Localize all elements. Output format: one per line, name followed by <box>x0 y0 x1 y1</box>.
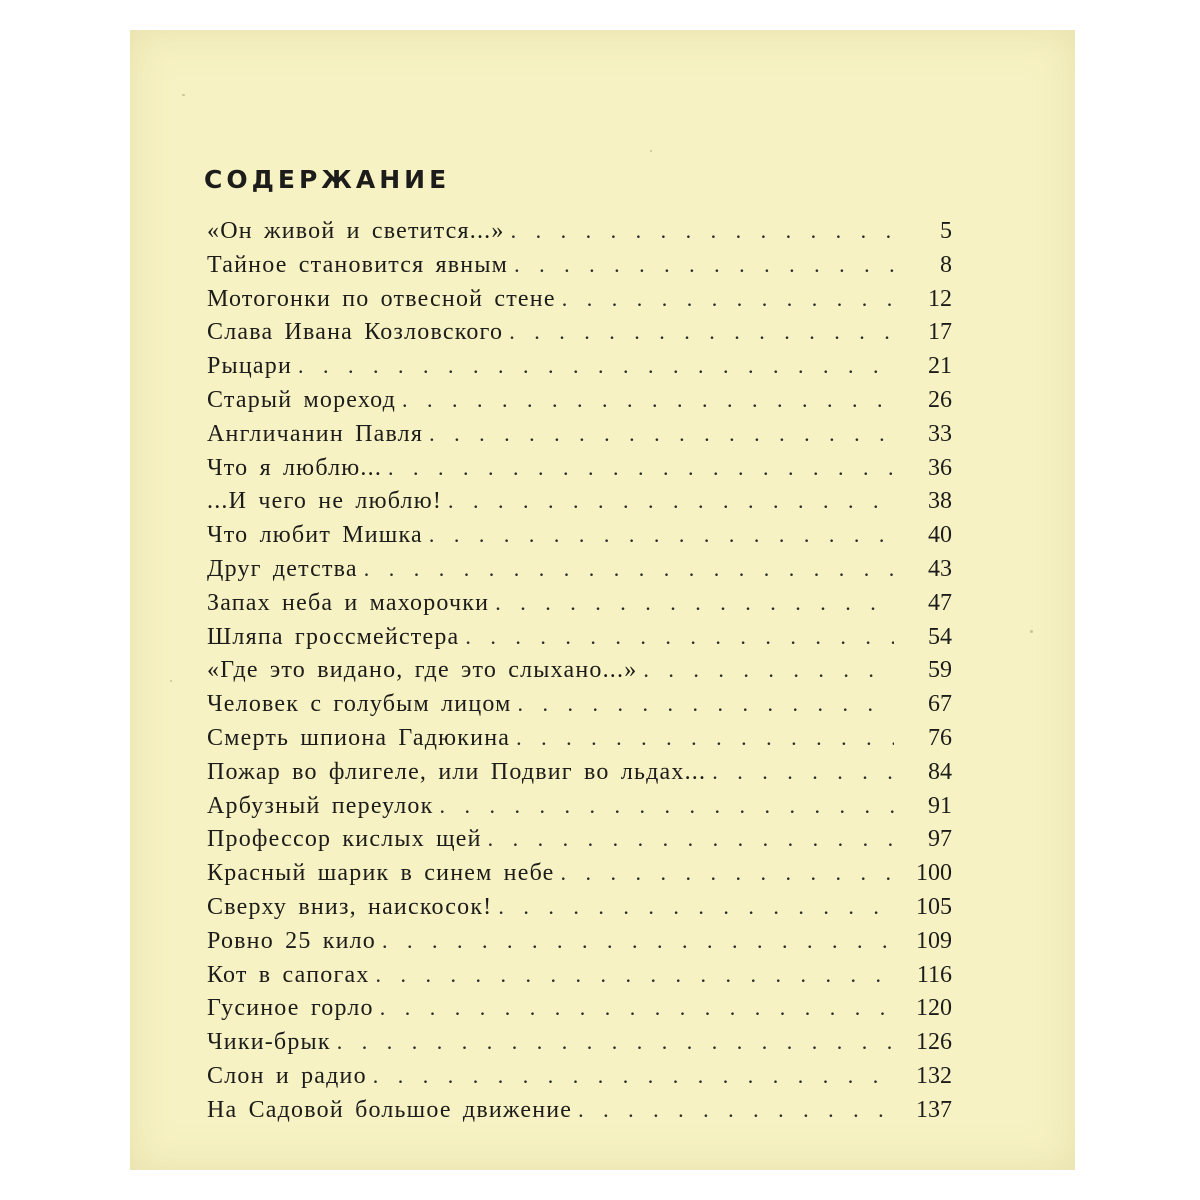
toc-entry-page: 26 <box>928 386 952 413</box>
dot-leader <box>498 894 894 920</box>
dot-leader <box>509 319 894 345</box>
dot-leader <box>578 1097 894 1123</box>
page-title: СОДЕРЖАНИЕ <box>204 165 451 194</box>
toc-entry-page: 12 <box>928 285 952 312</box>
toc-entry-title: Ровно 25 кило <box>207 927 377 954</box>
dot-leader <box>388 455 894 481</box>
toc-entry-title: Профессор кислых щей <box>207 826 482 853</box>
toc-entry-page: 17 <box>928 319 952 346</box>
toc-entry-title: Англичанин Павля <box>207 420 424 447</box>
toc-entry-title: Арбузный переулок <box>207 792 434 819</box>
dot-leader <box>337 1029 894 1055</box>
toc-entry-title: Старый мореход <box>207 386 397 413</box>
toc-entry-page: 105 <box>916 893 952 920</box>
toc-entry <box>207 860 952 894</box>
toc-entry-page: 109 <box>916 927 952 954</box>
dot-leader <box>712 759 894 785</box>
toc-entry-title: Запах неба и махорочки <box>207 589 490 616</box>
toc-entry-page: 120 <box>916 995 952 1022</box>
toc-entry-title: Человек с голубым лицом <box>207 691 512 718</box>
toc-entry-title: Шляпа гроссмейстера <box>207 623 460 650</box>
toc-entry <box>207 995 952 1029</box>
dot-leader <box>439 793 894 819</box>
toc-entry-title: Гусиное горло <box>207 995 374 1022</box>
toc-entry-page: 126 <box>916 1029 952 1056</box>
dot-leader <box>511 218 894 244</box>
dot-leader <box>373 1063 894 1089</box>
dot-leader <box>364 556 894 582</box>
toc-entry-title: Друг детства <box>207 555 358 582</box>
toc-entry <box>207 522 952 556</box>
toc-entry <box>207 826 952 860</box>
dot-leader <box>643 657 894 683</box>
toc-entry-title: Тайное становится явным <box>207 251 509 278</box>
book-page <box>130 30 1075 1170</box>
toc-entry-page: 132 <box>916 1062 952 1089</box>
toc-entry <box>207 1029 952 1063</box>
dot-leader <box>518 691 895 717</box>
dot-leader <box>402 387 894 413</box>
toc-entry-page: 47 <box>928 589 952 616</box>
toc-entry <box>207 252 952 286</box>
toc-entry-title: Мотогонки по отвесной стене <box>207 285 556 312</box>
toc-entry <box>207 286 952 320</box>
toc-entry-page: 67 <box>928 691 952 718</box>
paper-speck <box>1030 630 1033 633</box>
toc-entry-page: 40 <box>928 522 952 549</box>
toc-entry-page: 54 <box>928 623 952 650</box>
table-of-contents <box>207 218 952 1131</box>
dot-leader <box>562 286 894 312</box>
dot-leader <box>429 522 894 548</box>
toc-entry-page: 76 <box>928 724 952 751</box>
toc-entry-page: 97 <box>928 826 952 853</box>
toc-entry-title: Рыцари <box>207 353 293 380</box>
dot-leader <box>561 860 894 886</box>
toc-entry-title: На Садовой большое движение <box>207 1096 573 1123</box>
toc-entry-title: Что любит Мишка <box>207 522 423 549</box>
paper-speck <box>170 680 172 682</box>
paper-speck <box>650 150 652 152</box>
toc-entry <box>207 657 952 691</box>
toc-entry <box>207 590 952 624</box>
dot-leader <box>514 252 894 278</box>
toc-entry <box>207 691 952 725</box>
toc-entry-page: 8 <box>940 251 952 278</box>
toc-entry <box>207 928 952 962</box>
toc-entry <box>207 353 952 387</box>
toc-entry <box>207 421 952 455</box>
toc-entry-title: Слава Ивана Козловского <box>207 319 504 346</box>
dot-leader <box>382 928 894 954</box>
toc-entry <box>207 624 952 658</box>
toc-entry <box>207 387 952 421</box>
toc-entry-page: 91 <box>928 792 952 819</box>
toc-entry-title: Смерть шпиона Гадюкина <box>207 724 511 751</box>
toc-entry-title: Что я люблю... <box>207 454 383 481</box>
toc-entry-title: Красный шарик в синем небе <box>207 860 555 887</box>
toc-entry-page: 137 <box>916 1096 952 1123</box>
toc-entry-title: Слон и радио <box>207 1062 367 1089</box>
toc-entry-title: Чики-брык <box>207 1029 331 1056</box>
dot-leader <box>429 421 894 447</box>
toc-entry <box>207 793 952 827</box>
toc-entry <box>207 1063 952 1097</box>
toc-entry-title: «Где это видано, где это слыхано...» <box>207 657 638 684</box>
toc-entry <box>207 894 952 928</box>
dot-leader <box>380 995 894 1021</box>
toc-entry-page: 59 <box>928 657 952 684</box>
toc-entry-page: 84 <box>928 758 952 785</box>
toc-entry-title: Кот в сапогах <box>207 961 370 988</box>
toc-entry-title: ...И чего не люблю! <box>207 488 443 515</box>
toc-entry <box>207 962 952 996</box>
toc-entry-page: 33 <box>928 420 952 447</box>
dot-leader <box>448 488 894 514</box>
toc-entry <box>207 319 952 353</box>
toc-entry-title: «Он живой и светится...» <box>207 218 505 244</box>
toc-entry <box>207 556 952 590</box>
dot-leader <box>465 624 894 650</box>
toc-entry-page: 5 <box>940 218 952 244</box>
toc-entry-page: 36 <box>928 454 952 481</box>
toc-entry-title: Пожар во флигеле, или Подвиг во льдах... <box>207 758 707 785</box>
dot-leader <box>298 353 894 379</box>
toc-entry-page: 116 <box>916 961 952 988</box>
toc-entry-page: 38 <box>928 488 952 515</box>
toc-entry <box>207 455 952 489</box>
toc-entry-page: 21 <box>928 353 952 380</box>
toc-entry-page: 100 <box>916 860 952 887</box>
toc-entry <box>207 725 952 759</box>
paper-speck <box>182 94 185 96</box>
toc-entry <box>207 218 952 252</box>
dot-leader <box>488 826 894 852</box>
toc-entry <box>207 759 952 793</box>
toc-entry <box>207 1097 952 1131</box>
dot-leader <box>495 590 894 616</box>
dot-leader <box>516 725 894 751</box>
toc-entry-page: 43 <box>928 555 952 582</box>
toc-entry-title: Сверху вниз, наискосок! <box>207 893 493 920</box>
toc-entry <box>207 488 952 522</box>
dot-leader <box>376 962 894 988</box>
